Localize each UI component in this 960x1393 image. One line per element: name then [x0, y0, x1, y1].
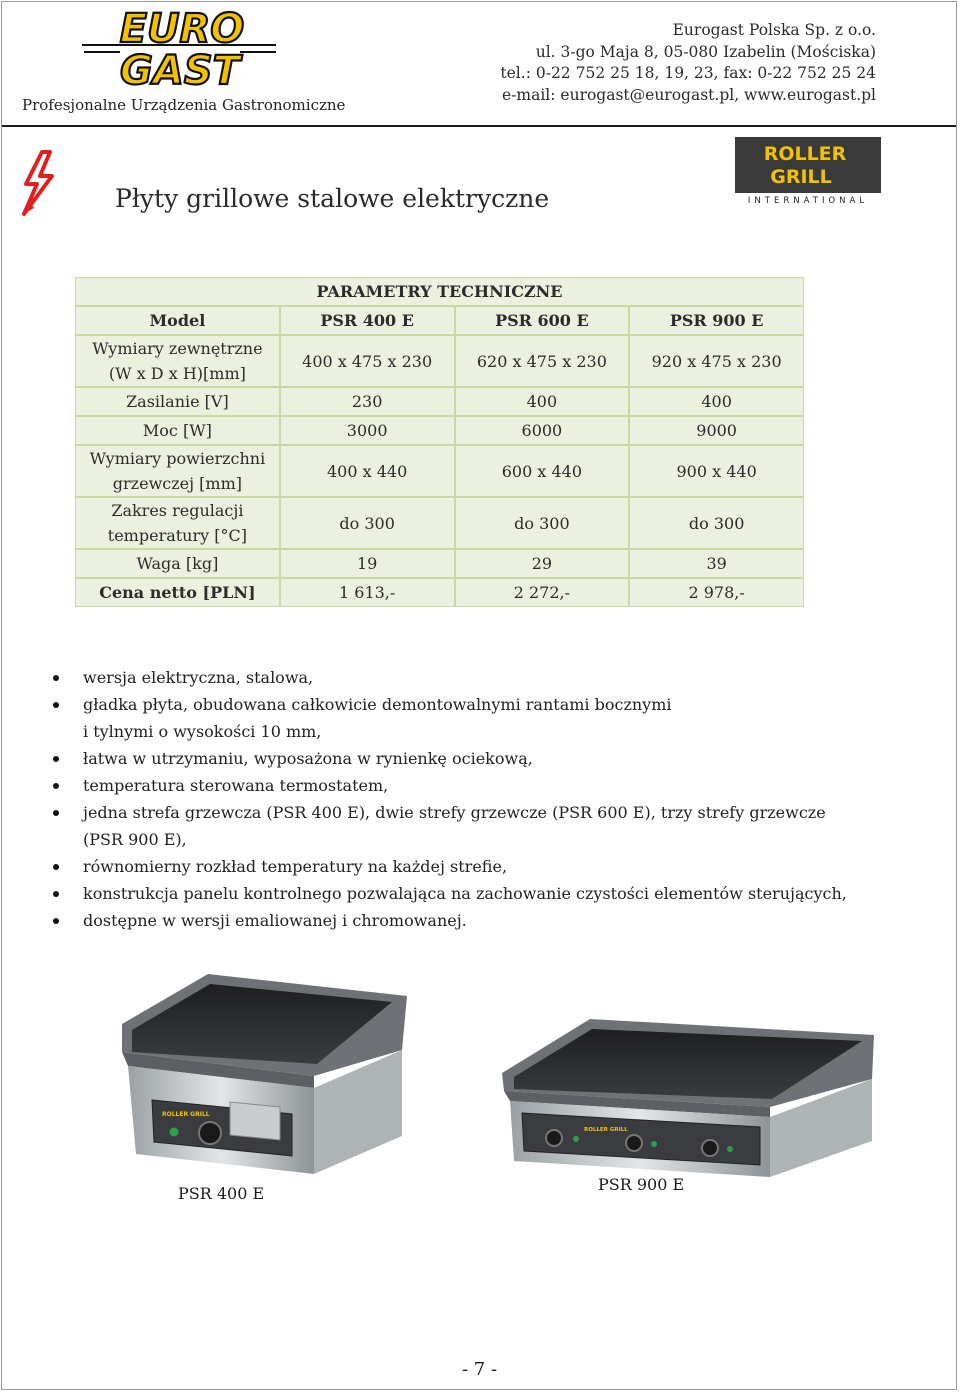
row-label-line: Wymiary zewnętrzne	[92, 339, 263, 358]
brand-sub: INTERNATIONAL	[747, 196, 869, 205]
list-item-text: równomierny rozkład temperatury na każdej strefie,	[83, 857, 508, 876]
company-tagline: Profesjonalne Urządzenia Gastronomiczne	[22, 96, 346, 114]
table-cell: 2 272,-	[455, 578, 630, 607]
table-header-row	[75, 306, 804, 335]
table-row	[75, 335, 804, 387]
table-cell: 900 x 440	[629, 445, 804, 497]
list-item-text: dostępne w wersji emaliowanej i chromowanej.	[83, 911, 467, 930]
thermostat-knob	[546, 1130, 562, 1146]
list-item	[50, 745, 910, 772]
page-number: - 7 -	[462, 1359, 498, 1380]
product-caption: PSR 900 E	[598, 1175, 685, 1194]
table-cell: do 300	[629, 497, 804, 549]
row-label: Waga [kg]	[75, 549, 280, 578]
bullet-icon	[53, 864, 59, 870]
list-item-text: i tylnymi o wysokości 10 mm,	[83, 722, 322, 741]
table-caption: PARAMETRY TECHNICZNE	[75, 277, 804, 306]
table-cell: 400 x 475 x 230	[280, 335, 455, 387]
electric-bolt-icon	[20, 150, 56, 216]
row-label-line: Wymiary powierzchni	[89, 449, 266, 468]
list-item-text: łatwa w utrzymaniu, wyposażona w rynienkę ociekową,	[83, 749, 533, 768]
table-cell: 9000	[629, 416, 804, 445]
list-item-text: temperatura sterowana termostatem,	[83, 776, 389, 795]
list-item-text: konstrukcja panelu kontrolnego pozwalająca na zachowanie czystości elementów sterujących,	[83, 884, 847, 903]
table-cell: 400	[629, 387, 804, 416]
list-item-text: (PSR 900 E),	[83, 830, 187, 849]
company-contact	[500, 20, 876, 106]
brand-line1: ROLLER	[763, 143, 847, 165]
eurogast-logo	[80, 6, 280, 88]
bullet-icon	[53, 702, 59, 708]
product-image-psr400	[92, 968, 414, 1180]
table-cell: 620 x 475 x 230	[455, 335, 630, 387]
product-caption: PSR 400 E	[178, 1184, 265, 1203]
column-header: PSR 600 E	[455, 306, 630, 335]
panel-brand: ROLLER GRILL	[584, 1127, 628, 1133]
table-cell: 600 x 440	[455, 445, 630, 497]
row-label-line: grzewczej [mm]	[112, 474, 242, 493]
row-label-line: Zakres regulacji	[111, 501, 244, 520]
thermostat-knob	[199, 1122, 221, 1144]
product-image-psr900	[494, 1005, 882, 1183]
indicator-light	[170, 1128, 179, 1137]
logo-text-top: EURO	[119, 6, 245, 52]
table-cell: 1 613,-	[280, 578, 455, 607]
table-cell: do 300	[455, 497, 630, 549]
table-row	[75, 387, 804, 416]
column-header: PSR 400 E	[280, 306, 455, 335]
list-item	[50, 691, 910, 745]
list-item	[50, 853, 910, 880]
logo-text-bottom: GAST	[120, 48, 240, 88]
bullet-icon	[53, 675, 59, 681]
list-item-text: gładka płyta, obudowana całkowicie demontowalnymi rantami bocznymi	[83, 695, 672, 714]
column-header: PSR 900 E	[629, 306, 804, 335]
company-phone: tel.: 0-22 752 25 18, 19, 23, fax: 0-22 752 25 24	[500, 64, 876, 82]
row-label	[75, 497, 280, 549]
table-cell: 19	[280, 549, 455, 578]
bullet-icon	[53, 918, 59, 924]
table-cell: 2 978,-	[629, 578, 804, 607]
row-label	[75, 445, 280, 497]
company-name: Eurogast Polska Sp. z o.o.	[672, 21, 876, 39]
table-cell: 3000	[280, 416, 455, 445]
row-label: Cena netto [PLN]	[75, 578, 280, 607]
bullet-icon	[53, 783, 59, 789]
features-list	[50, 664, 910, 934]
indicator-light	[727, 1146, 733, 1152]
table-cell: 6000	[455, 416, 630, 445]
table-cell: do 300	[280, 497, 455, 549]
list-item	[50, 772, 910, 799]
bullet-icon	[53, 891, 59, 897]
list-item	[50, 664, 910, 691]
header-divider	[2, 125, 956, 127]
row-label	[75, 335, 280, 387]
list-item	[50, 907, 910, 934]
panel-brand: ROLLER GRILL	[162, 1111, 210, 1118]
row-label-line: (W x D x H)[mm]	[108, 364, 246, 383]
page-title: Płyty grillowe stalowe elektryczne	[115, 184, 550, 213]
table-caption-row	[75, 277, 804, 306]
thermostat-knob	[626, 1135, 642, 1151]
company-email: e-mail: eurogast@eurogast.pl, www.eurogast.pl	[502, 85, 876, 104]
row-label: Zasilanie [V]	[75, 387, 280, 416]
table-cell: 400	[455, 387, 630, 416]
bullet-icon	[53, 810, 59, 816]
table-cell: 400 x 440	[280, 445, 455, 497]
company-address: ul. 3-go Maja 8, 05-080 Izabelin (Mościska)	[535, 42, 876, 61]
row-label-line: temperatury [°C]	[107, 526, 247, 545]
table-row	[75, 578, 804, 607]
table-row	[75, 549, 804, 578]
brand-line2: GRILL	[770, 166, 832, 188]
table-cell: 29	[455, 549, 630, 578]
table-row	[75, 497, 804, 549]
roller-grill-logo	[735, 137, 881, 205]
table-cell: 230	[280, 387, 455, 416]
table-cell: 920 x 475 x 230	[629, 335, 804, 387]
bullet-icon	[53, 756, 59, 762]
table-row	[75, 416, 804, 445]
list-item-text: jedna strefa grzewcza (PSR 400 E), dwie strefy grzewcze (PSR 600 E), trzy strefy grzewcze	[83, 803, 826, 822]
spec-table	[75, 277, 804, 607]
table-row	[75, 445, 804, 497]
indicator-light	[651, 1141, 657, 1147]
table-cell: 39	[629, 549, 804, 578]
list-item-text: wersja elektryczna, stalowa,	[83, 668, 314, 687]
row-label: Moc [W]	[75, 416, 280, 445]
thermostat-knob	[702, 1140, 718, 1156]
list-item	[50, 880, 910, 907]
list-item	[50, 799, 910, 853]
indicator-light	[573, 1136, 579, 1142]
column-header: Model	[75, 306, 280, 335]
